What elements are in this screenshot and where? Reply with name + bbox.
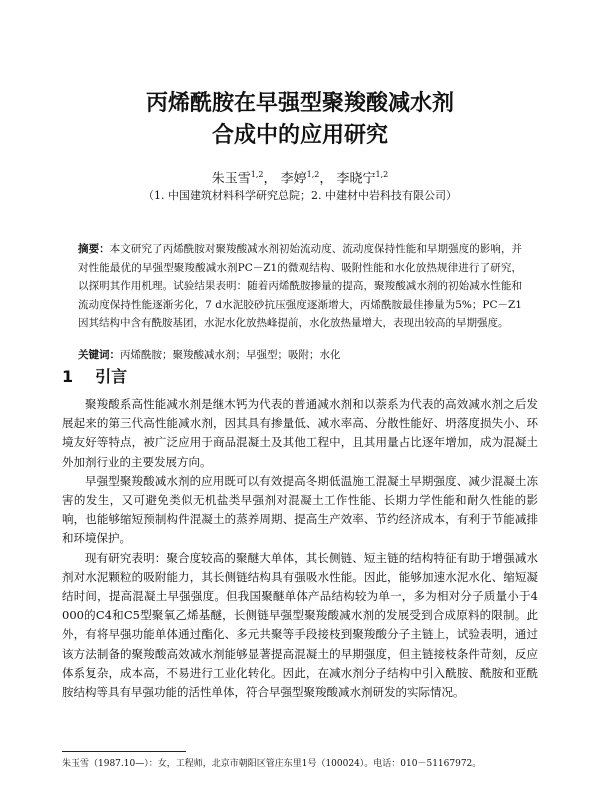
paragraph: 现有研究表明：聚合度较高的聚醚大单体，其长侧链、短主链的结构特征有助于增强减水剂对水泥颗粒的吸附能力，其长侧链结构具有强吸水性能。因此，能够加速水泥水化、缩短凝结时间，提高混凝土早强强度。但我国聚醚单体产品结构较为单一，多为相对分子质量小于4 000的C4和C5型聚氧乙烯基醚，长侧链早强型聚羧酸减水剂的发展受到合成原料的限制。此外，有将早强功能单体通过酯化、多元共聚等手段接枝到聚羧酸分子主链上，试验表明，通过该方法制备的聚羧酸高效减水剂能够显著提高混凝土的早期强度，但主链接枝条件苛刻，反应体系复杂，成本高，不易进行工业化转化。因此，在减水剂分子结构中引入酰胺、酰胺和亚酰胺结构等具有早强功能的活性单体，符合早强型聚羧酸减水剂研发的实际情况。 [62, 550, 538, 700]
section-heading [62, 366, 127, 388]
footnote: 朱玉雪（1987.10—）：女，工程师，北京市朝阳区管庄东里1号（100024）。电话：010－51167972。 [62, 759, 482, 769]
author-name: 朱玉雪 [211, 171, 251, 187]
paragraph: 聚羧酸系高性能减水剂是继木钙为代表的普通减水剂和以萘系为代表的高效减水剂之后发展起来的第三代高性能减水剂，因其具有掺量低、减水率高、分散性能好、坍落度损失小、环境友好等特点，被广泛应用于商品混凝土及其他工程中，且其用量占比逐年增加，成为混凝土外加剂行业的主要发展方向。 [62, 397, 538, 469]
paper-title [0, 88, 600, 152]
section-title: 引言 [95, 367, 128, 386]
body-text [62, 395, 538, 702]
author-affiliation-mark: 1,2 [375, 170, 389, 179]
section-number: 1 [62, 367, 74, 386]
keywords-label: 关键词： [78, 349, 120, 361]
affiliation: （1. 中国建筑材料科学研究总院；2. 中建材中岩科技有限公司） [143, 189, 457, 202]
author-list [0, 166, 600, 188]
author-name: 李婷 [280, 171, 307, 187]
footnote-divider [62, 751, 186, 752]
abstract-label: 摘要： [78, 243, 110, 255]
author-name: 李晓宁 [336, 171, 376, 187]
author-affiliation-mark: 1,2 [306, 170, 320, 179]
abstract [78, 240, 522, 333]
author-affiliation-mark: 1,2 [250, 170, 264, 179]
abstract-text: 本文研究了丙烯酰胺对聚羧酸减水剂初始流动度、流动度保持性能和早期强度的影响，并对性能最优的早强型聚羧酸减水剂PC－Z1的微观结构、吸附性能和水化放热规律进行了研究，以探明其作用机理。试验结果表明：随着丙烯酰胺掺量的提高，聚羧酸减水剂的初始减水性能和流动度保持性能逐渐劣化，7 d水泥胶砂抗压强度逐渐增大，丙烯酰胺最佳掺量为5%；PC－Z1因其结构中含有酰胺基团，水泥水化放热峰提前，水化放热量增大，表现出较高的早期强度。 [78, 243, 523, 330]
title-line-1: 丙烯酰胺在早强型聚羧酸减水剂 [145, 91, 454, 116]
title-line-2: 合成中的应用研究 [211, 123, 388, 148]
keywords [78, 346, 522, 364]
author-separator: ， [319, 171, 333, 187]
paragraph: 早强型聚羧酸减水剂的应用既可以有效提高冬期低温施工混凝土早期强度、减少混凝土冻害的发生，又可避免类似无机盐类早强剂对混凝土工作性能、长期力学性能和耐久性能的影响，也能够缩短预制构件混凝土的蒸养周期、提高生产效率、节约经济成本，有利于节能减排和环境保护。 [62, 473, 538, 546]
keywords-text: 丙烯酰胺；聚羧酸减水剂；早强型；吸附；水化 [120, 349, 341, 361]
author-separator: ， [263, 171, 277, 187]
